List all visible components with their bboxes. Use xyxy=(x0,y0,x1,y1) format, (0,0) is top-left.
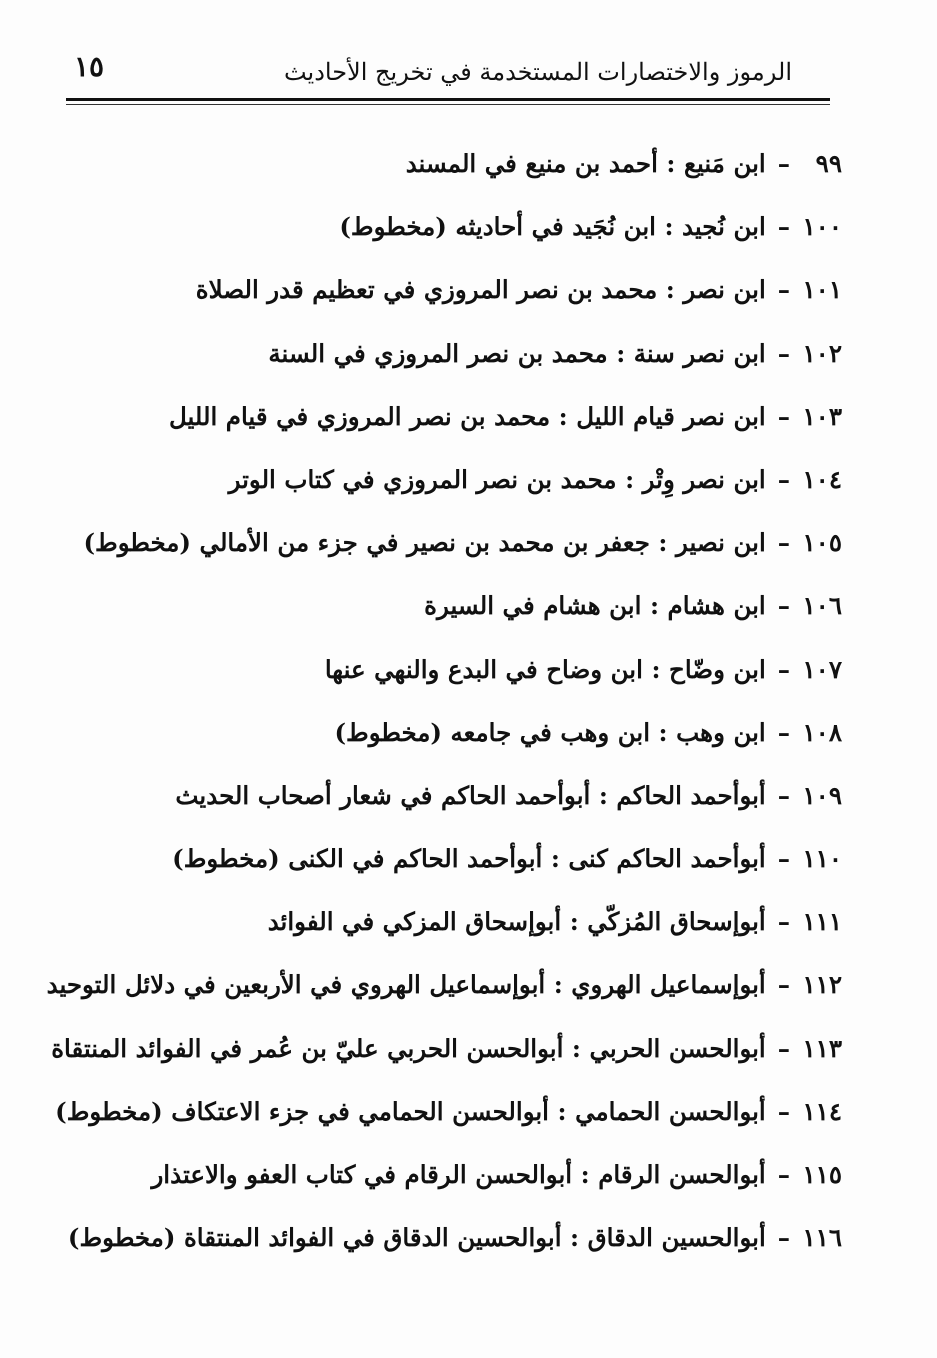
entry-dash: – xyxy=(777,528,790,558)
list-item xyxy=(122,646,842,709)
entry-dash: – xyxy=(777,338,790,368)
entry-text: ابن نصر وِتْر : محمد بن نصر المروزي في كتاب الوتر xyxy=(228,464,766,494)
list-item xyxy=(122,709,842,772)
entry-number: ١١٥ xyxy=(802,1160,842,1189)
entry-text: أبوالحسين الدقاق : أبوالحسين الدقاق في الفوائد المنتقاة (مخطوط) xyxy=(67,1223,766,1253)
entry-text: أبوأحمد الحاكم : أبوأحمد الحاكم في شعار أصحاب الحديث xyxy=(175,780,766,810)
entry-text: أبوالحسن الحربي : أبوالحسن الحربي عليّ بن عُمر في الفوائد المنتقاة xyxy=(51,1033,766,1063)
entry-number: ٩٩ xyxy=(815,149,842,178)
list-item xyxy=(122,330,842,393)
entry-dash: – xyxy=(777,1160,790,1189)
entry-number: ١٠٤ xyxy=(802,464,842,494)
entry-dash: – xyxy=(777,1033,790,1063)
entry-dash: – xyxy=(777,907,790,937)
entry-number: ١١٣ xyxy=(802,1033,842,1063)
entry-dash: – xyxy=(777,149,790,178)
list-item xyxy=(122,203,842,266)
entry-number: ١١١ xyxy=(802,907,842,937)
entry-text: أبوأحمد الحاكم كنى : أبوأحمد الحاكم في الكنى (مخطوط) xyxy=(172,844,766,874)
list-item xyxy=(122,456,842,519)
entry-number: ١٠٥ xyxy=(802,528,842,558)
entry-text: أبوالحسن الحمامي : أبوالحسن الحمامي في جزء الاعتكاف (مخطوط) xyxy=(55,1096,766,1126)
entry-dash: – xyxy=(777,591,790,621)
list-item xyxy=(122,835,842,898)
entry-dash: – xyxy=(777,1223,790,1253)
entry-number: ١١٦ xyxy=(802,1223,842,1253)
entry-dash: – xyxy=(777,401,790,431)
entry-text: ابن نُجيد : ابن نُجَيد في أحاديثه (مخطوط) xyxy=(339,212,766,242)
entry-text: ابن وضّاح : ابن وضاح في البدع والنهي عنها xyxy=(324,654,766,684)
entry-number: ١٠٣ xyxy=(802,401,842,431)
list-item xyxy=(122,898,842,961)
entry-number: ١١٤ xyxy=(802,1096,842,1126)
entry-number: ١٠٠ xyxy=(802,212,842,242)
entry-number: ١٠٨ xyxy=(802,717,842,747)
entry-text: ابن هشام : ابن هشام في السيرة xyxy=(424,591,766,621)
header-rule xyxy=(66,98,830,101)
list-item xyxy=(122,266,842,329)
running-title: الرموز والاختصارات المستخدمة في تخريج الأحاديث xyxy=(283,58,792,86)
entry-number: ١٠٦ xyxy=(802,591,842,621)
list-item xyxy=(67,1214,842,1277)
entry-text: ابن نصر سنة : محمد بن نصر المروزي في السنة xyxy=(268,338,766,368)
entry-number: ١٠٧ xyxy=(802,654,842,684)
header-rule-thin xyxy=(66,104,830,105)
entry-text: أبوإسحاق المُزكّي : أبوإسحاق المزكي في الفوائد xyxy=(267,907,766,937)
list-item xyxy=(51,1025,842,1088)
entry-dash: – xyxy=(777,464,790,494)
entry-number: ١٠٢ xyxy=(802,338,842,368)
entry-text: ابن نصر : محمد بن نصر المروزي في تعظيم قدر الصلاة xyxy=(195,275,766,305)
entry-number: ١٠١ xyxy=(802,275,842,305)
entry-dash: – xyxy=(777,275,790,305)
list-item xyxy=(55,1088,842,1151)
entry-dash: – xyxy=(777,654,790,684)
entry-text: ابن وهب : ابن وهب في جامعه (مخطوط) xyxy=(334,717,766,747)
entry-dash: – xyxy=(777,780,790,810)
entry-dash: – xyxy=(777,970,790,1000)
entry-number: ١١٢ xyxy=(802,970,842,1000)
list-item xyxy=(122,140,842,203)
entry-text: ابن مَنيع : أحمد بن منيع في المسند xyxy=(405,149,766,178)
abbreviation-list xyxy=(46,140,842,1277)
entry-number: ١١٠ xyxy=(802,844,842,874)
entry-text: أبوالحسن الرقام : أبوالحسن الرقام في كتاب العفو والاعتذار xyxy=(151,1160,766,1189)
page-number: ١٥ xyxy=(74,50,105,83)
list-item xyxy=(122,582,842,645)
list-item xyxy=(46,961,842,1024)
entry-dash: – xyxy=(777,212,790,242)
entry-text: أبوإسماعيل الهروي : أبوإسماعيل الهروي في الأربعين في دلائل التوحيد xyxy=(46,970,766,1000)
entry-dash: – xyxy=(777,1096,790,1126)
page-header xyxy=(66,44,830,100)
entry-text: ابن نصير : جعفر بن محمد بن نصير في جزء من الأمالي (مخطوط) xyxy=(83,528,766,558)
entry-dash: – xyxy=(777,717,790,747)
list-item xyxy=(122,1151,842,1214)
entry-number: ١٠٩ xyxy=(802,780,842,810)
entry-text: ابن نصر قيام الليل : محمد بن نصر المروزي في قيام الليل xyxy=(168,401,766,431)
list-item xyxy=(83,519,842,582)
list-item xyxy=(122,772,842,835)
list-item xyxy=(122,393,842,456)
entry-dash: – xyxy=(777,844,790,874)
